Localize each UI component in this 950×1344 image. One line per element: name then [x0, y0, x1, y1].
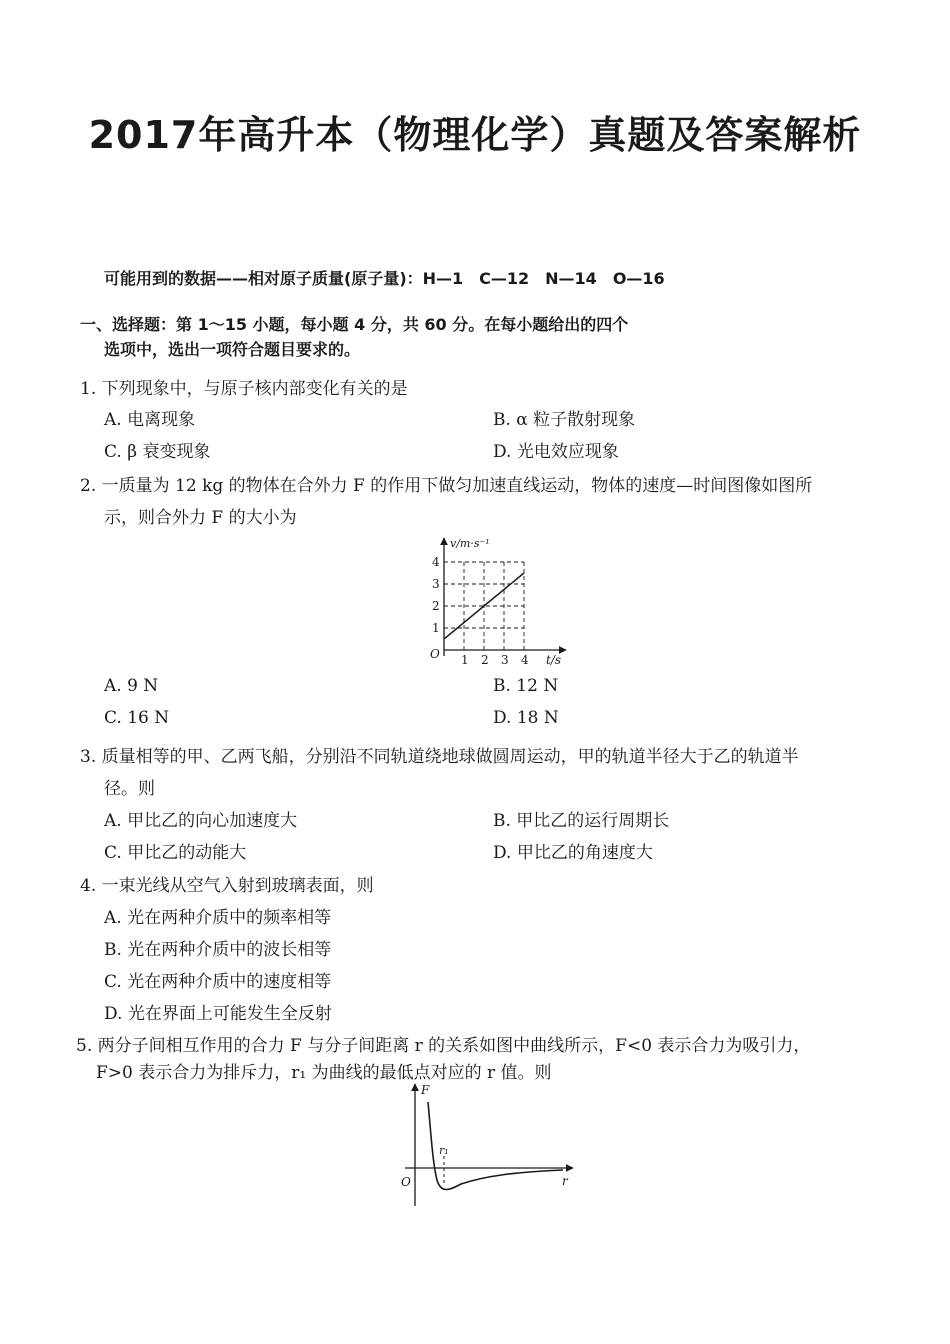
x-tick-label: 1 [461, 653, 469, 667]
r-axis-label: r [562, 1174, 568, 1188]
page-title: 2017年高升本（物理化学）真题及答案解析 [88, 113, 862, 157]
q1-option-d: D. 光电效应现象 [493, 442, 619, 462]
y-tick-label: 2 [432, 599, 440, 613]
q2-option-c: C. 16 N [104, 708, 170, 728]
data-note: 可能用到的数据——相对原子质量(原子量)：H—1 C—12 N—14 O—16 [104, 269, 665, 288]
x-axis-label: t/s [546, 653, 562, 667]
r1-label: r₁ [439, 1144, 449, 1157]
y-axis-label: v/m·s⁻¹ [450, 537, 490, 550]
x-tick-label: 3 [501, 653, 509, 667]
velocity-line [444, 573, 524, 639]
section-heading-line2: 选项中，选出一项符合题目要求的。 [104, 340, 361, 359]
q4-option-b: B. 光在两种介质中的波长相等 [104, 940, 332, 960]
q1-option-c: C. β 衰变现象 [104, 442, 211, 462]
q3-option-b: B. 甲比乙的运行周期长 [493, 811, 670, 831]
f-axis-label: F [421, 1083, 430, 1097]
section-heading-line1: 一、选择题：第 1～15 小题，每小题 4 分，共 60 分。在每小题给出的四个 [80, 315, 629, 334]
q2-option-b: B. 12 N [493, 676, 559, 696]
q2-stem-line1: 2. 一质量为 12 kg 的物体在合外力 F 的作用下做匀加速直线运动，物体的速度—时间图像如图所 [80, 476, 813, 496]
q4-option-c: C. 光在两种介质中的速度相等 [104, 972, 332, 992]
q3-option-d: D. 甲比乙的角速度大 [493, 843, 653, 863]
q2-option-a: A. 9 N [104, 676, 159, 696]
q4-option-d: D. 光在界面上可能发生全反射 [104, 1004, 332, 1024]
q5-stem-line1: 5. 两分子间相互作用的合力 F 与分子间距离 r 的关系如图中曲线所示，F<0 表示合力为吸引力， [76, 1036, 811, 1056]
origin-label: O [401, 1175, 411, 1189]
q3-option-c: C. 甲比乙的动能大 [104, 843, 247, 863]
velocity-time-chart [410, 532, 570, 672]
y-tick-label: 1 [432, 621, 440, 635]
q1-stem: 1. 下列现象中，与原子核内部变化有关的是 [80, 379, 408, 399]
q3-option-a: A. 甲比乙的向心加速度大 [104, 811, 298, 831]
force-distance-chart [395, 1080, 580, 1210]
q4-stem: 4. 一束光线从空气入射到玻璃表面，则 [80, 876, 374, 896]
q1-option-b: B. α 粒子散射现象 [493, 410, 636, 430]
x-tick-label: 2 [481, 653, 489, 667]
y-tick-label: 3 [432, 577, 440, 591]
x-tick-label: 4 [521, 653, 529, 667]
y-tick-label: 4 [432, 555, 440, 569]
q2-option-d: D. 18 N [493, 708, 559, 728]
q1-option-a: A. 电离现象 [104, 410, 196, 430]
q2-stem-line2: 示，则合外力 F 的大小为 [104, 508, 297, 528]
q4-option-a: A. 光在两种介质中的频率相等 [104, 908, 332, 928]
origin-label: O [430, 647, 440, 661]
q5-stem-line2: F>0 表示合力为排斥力，r₁ 为曲线的最低点对应的 r 值。则 [96, 1063, 552, 1083]
q3-stem-line2: 径。则 [104, 779, 155, 799]
q3-stem-line1: 3. 质量相等的甲、乙两飞船，分别沿不同轨道绕地球做圆周运动，甲的轨道半径大于乙的轨道半 [80, 747, 799, 767]
